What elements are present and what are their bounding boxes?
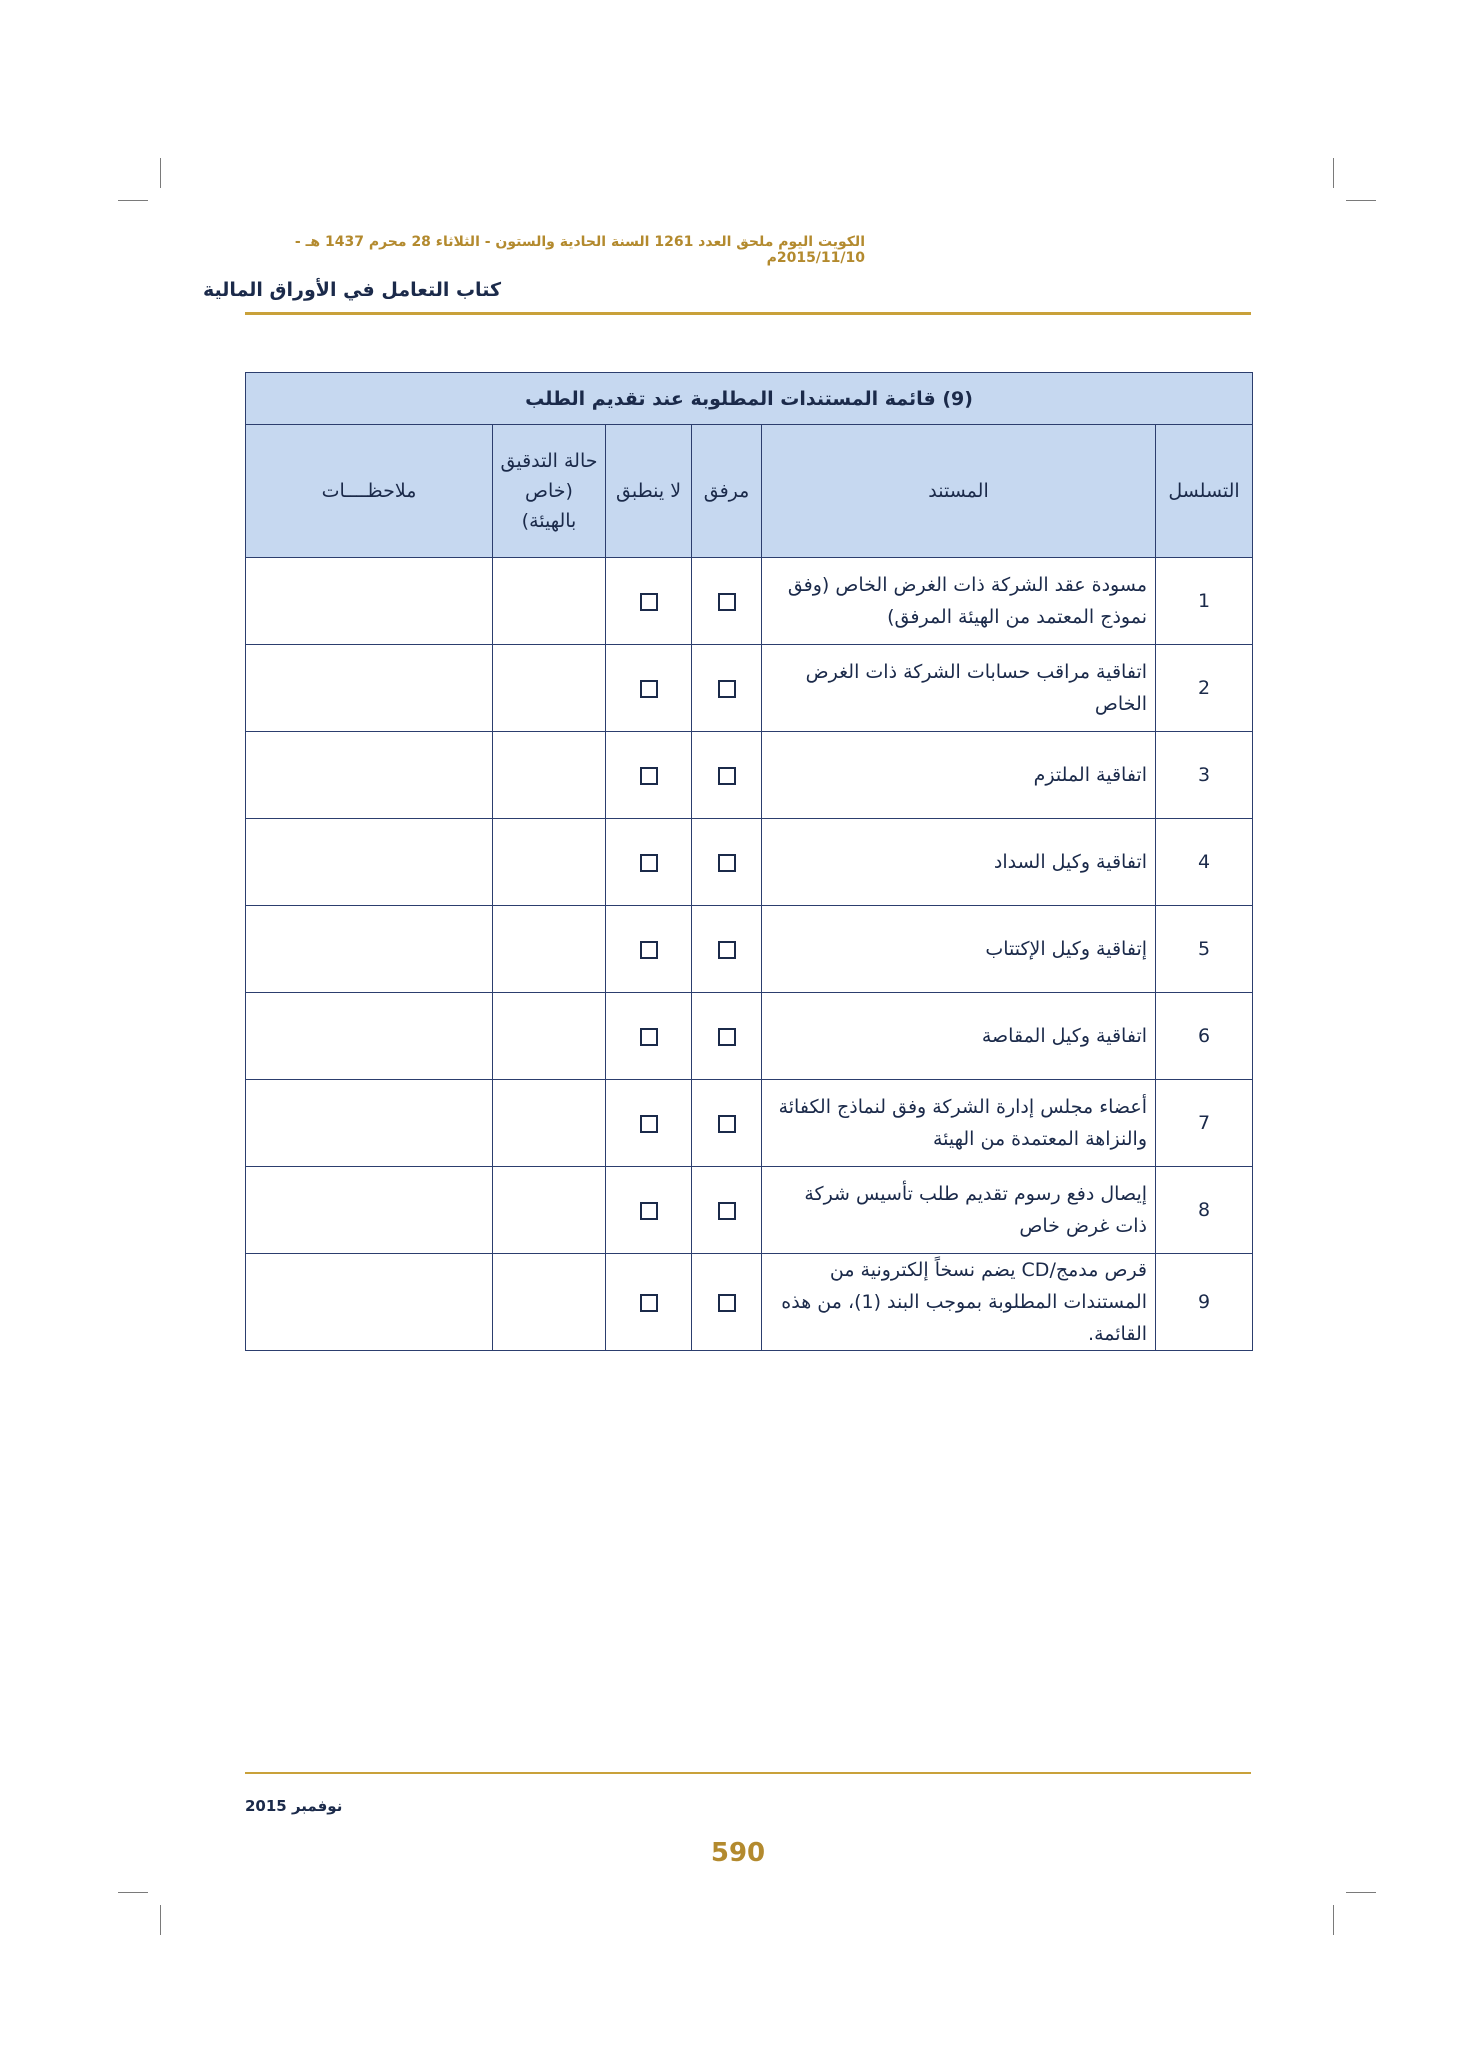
- not-applicable-checkbox[interactable]: [640, 1028, 658, 1046]
- not-applicable-cell: [606, 906, 692, 993]
- crop-mark: [118, 1892, 148, 1893]
- not-applicable-cell: [606, 1167, 692, 1254]
- not-applicable-checkbox[interactable]: [640, 767, 658, 785]
- crop-mark: [1333, 158, 1334, 188]
- not-applicable-cell: [606, 732, 692, 819]
- footer-rule: [245, 1772, 1251, 1774]
- review-status-cell: [493, 645, 606, 732]
- attached-checkbox[interactable]: [718, 941, 736, 959]
- attached-checkbox[interactable]: [718, 1294, 736, 1312]
- notes-cell: [246, 819, 493, 906]
- footer-date: نوفمبر 2015: [245, 1797, 343, 1815]
- not-applicable-checkbox[interactable]: [640, 1202, 658, 1220]
- row-document: قرص مدمج/CD يضم نسخاً إلكترونية من المستندات المطلوبة بموجب البند (1)، من هذه القائمة.: [762, 1254, 1156, 1351]
- review-status-cell: [493, 993, 606, 1080]
- publication-line: الكويت اليوم ملحق العدد 1261 السنة الحادية والستون - الثلاثاء 28 محرم 1437 هـ - 2015/11/10م: [294, 234, 865, 266]
- documents-table: [245, 372, 1253, 1351]
- row-document: مسودة عقد الشركة ذات الغرض الخاص (وفق نموذج المعتمد من الهيئة المرفق): [762, 558, 1156, 645]
- table-row: [246, 1080, 1253, 1167]
- table-row: [246, 819, 1253, 906]
- row-seq: 2: [1156, 645, 1253, 732]
- notes-cell: [246, 645, 493, 732]
- row-document: أعضاء مجلس إدارة الشركة وفق لنماذج الكفائة والنزاهة المعتمدة من الهيئة: [762, 1080, 1156, 1167]
- attached-cell: [692, 558, 762, 645]
- row-document: اتفاقية وكيل المقاصة: [762, 993, 1156, 1080]
- attached-cell: [692, 1167, 762, 1254]
- table-title: (9) قائمة المستندات المطلوبة عند تقديم الطلب: [246, 373, 1253, 425]
- section-title: كتاب التعامل في الأوراق المالية: [203, 279, 501, 301]
- notes-cell: [246, 906, 493, 993]
- col-document: المستند: [762, 425, 1156, 558]
- crop-mark: [1346, 1892, 1376, 1893]
- not-applicable-cell: [606, 558, 692, 645]
- table-row: [246, 1254, 1253, 1351]
- attached-cell: [692, 732, 762, 819]
- table-row: [246, 993, 1253, 1080]
- not-applicable-cell: [606, 1080, 692, 1167]
- table-row: [246, 1167, 1253, 1254]
- not-applicable-checkbox[interactable]: [640, 593, 658, 611]
- review-status-cell: [493, 732, 606, 819]
- review-status-cell: [493, 1254, 606, 1351]
- page-number: 590: [710, 1838, 766, 1868]
- crop-mark: [1333, 1905, 1334, 1935]
- crop-mark: [160, 158, 161, 188]
- notes-cell: [246, 1167, 493, 1254]
- not-applicable-checkbox[interactable]: [640, 854, 658, 872]
- notes-cell: [246, 1080, 493, 1167]
- attached-checkbox[interactable]: [718, 680, 736, 698]
- table-row: [246, 558, 1253, 645]
- col-notes: ملاحظــــات: [246, 425, 493, 558]
- notes-cell: [246, 558, 493, 645]
- row-seq: 5: [1156, 906, 1253, 993]
- review-status-cell: [493, 1167, 606, 1254]
- crop-mark: [1346, 200, 1376, 201]
- attached-cell: [692, 645, 762, 732]
- table-row: [246, 732, 1253, 819]
- col-attached: مرفق: [692, 425, 762, 558]
- table-header-row: [246, 425, 1253, 558]
- attached-checkbox[interactable]: [718, 1115, 736, 1133]
- notes-cell: [246, 1254, 493, 1351]
- row-seq: 1: [1156, 558, 1253, 645]
- col-seq: التسلسل: [1156, 425, 1253, 558]
- review-status-cell: [493, 906, 606, 993]
- notes-cell: [246, 993, 493, 1080]
- row-document: اتفاقية وكيل السداد: [762, 819, 1156, 906]
- row-document: إيصال دفع رسوم تقديم طلب تأسيس شركة ذات غرض خاص: [762, 1167, 1156, 1254]
- attached-checkbox[interactable]: [718, 767, 736, 785]
- attached-cell: [692, 993, 762, 1080]
- not-applicable-checkbox[interactable]: [640, 1115, 658, 1133]
- row-seq: 8: [1156, 1167, 1253, 1254]
- notes-cell: [246, 732, 493, 819]
- attached-checkbox[interactable]: [718, 593, 736, 611]
- row-seq: 4: [1156, 819, 1253, 906]
- not-applicable-cell: [606, 993, 692, 1080]
- review-status-cell: [493, 1080, 606, 1167]
- attached-checkbox[interactable]: [718, 854, 736, 872]
- review-status-cell: [493, 558, 606, 645]
- attached-cell: [692, 1254, 762, 1351]
- attached-cell: [692, 819, 762, 906]
- row-seq: 7: [1156, 1080, 1253, 1167]
- row-document: اتفاقية الملتزم: [762, 732, 1156, 819]
- table-title-row: [246, 373, 1253, 425]
- review-status-cell: [493, 819, 606, 906]
- row-seq: 6: [1156, 993, 1253, 1080]
- crop-mark: [160, 1905, 161, 1935]
- attached-cell: [692, 906, 762, 993]
- row-seq: 9: [1156, 1254, 1253, 1351]
- col-not-applicable: لا ينطبق: [606, 425, 692, 558]
- attached-checkbox[interactable]: [718, 1202, 736, 1220]
- table-row: [246, 645, 1253, 732]
- row-document: اتفاقية مراقب حسابات الشركة ذات الغرض الخاص: [762, 645, 1156, 732]
- attached-checkbox[interactable]: [718, 1028, 736, 1046]
- not-applicable-cell: [606, 819, 692, 906]
- attached-cell: [692, 1080, 762, 1167]
- not-applicable-checkbox[interactable]: [640, 680, 658, 698]
- row-seq: 3: [1156, 732, 1253, 819]
- table-row: [246, 906, 1253, 993]
- not-applicable-cell: [606, 1254, 692, 1351]
- header-rule: [245, 312, 1251, 315]
- crop-mark: [118, 200, 148, 201]
- not-applicable-cell: [606, 645, 692, 732]
- col-review-status: حالة التدقيق (خاص بالهيئة): [493, 425, 606, 558]
- not-applicable-checkbox[interactable]: [640, 1294, 658, 1312]
- not-applicable-checkbox[interactable]: [640, 941, 658, 959]
- row-document: إتفاقية وكيل الإكتتاب: [762, 906, 1156, 993]
